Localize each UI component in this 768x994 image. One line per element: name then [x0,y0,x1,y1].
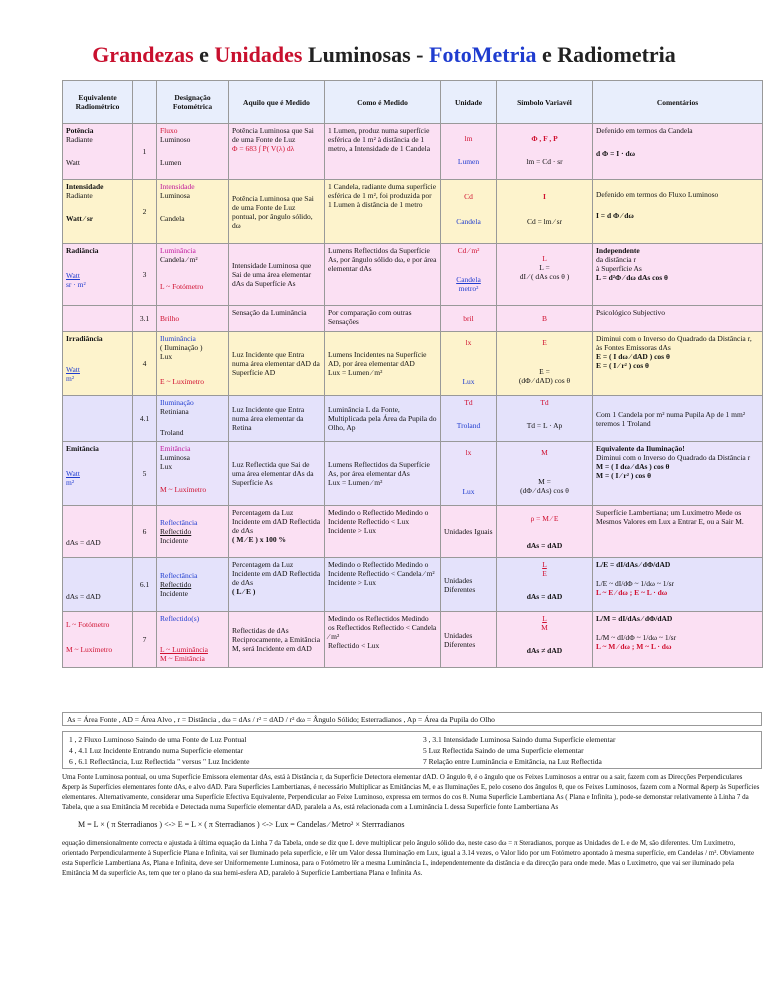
cell-text: M = ( I dω ∕ dAs ) cos θ [596,462,670,471]
row-number: 6 [133,506,157,558]
cell-text: M [541,448,548,457]
cell [593,124,763,180]
cell [157,442,229,506]
cell [229,506,325,558]
cell-text: Radiância [66,246,99,255]
cell-text: Candela [160,214,185,223]
cell-text: I = d Φ ∕ dω [596,211,634,220]
cell: 1 Candela, radiante duma superfície esférica de 1 m², foi produzida por 1 Lumen à distância de 1 metro [325,180,441,244]
cell [441,180,497,244]
table-row [63,612,763,668]
row-number: 4 [133,332,157,396]
cell-text: Potência [66,126,94,135]
cell-text: à Superfície As [596,264,642,273]
cell-text: L [542,254,547,263]
cell-text: dAs = dAD [526,541,563,550]
cell: Luz Incidente que Entra numa área elementar dAD da Superfície AD [229,332,325,396]
cell-text: ρ = M ∕ E [530,514,559,523]
cell [157,396,229,442]
cell [63,332,133,396]
table-row [63,396,763,442]
cell: Luminância L da Fonte, Multiplicada pela Área da Pupila do Olho, Ap [325,396,441,442]
cell-text: Watt [66,365,80,374]
cell-text: Reflectido < Lux [328,641,380,650]
notes-left [69,734,249,767]
cell-text: L ~ E ∕ dω ; E ~ L · dω [596,588,668,597]
title-word: - [416,42,424,67]
table-row [63,124,763,180]
cell-text: Lumen [160,158,182,167]
cell-text: L/M = dI/dAs ∕ dΦ/dAD [596,614,673,623]
header-cell: Equivalente Radiométrico [63,81,133,124]
cell: Reflectidas de dAs Reciprocamente, a Emitância M, será Incidente em dAD [229,612,325,668]
cell [441,396,497,442]
cell-text: M = ( I ∕ r² ) cos θ [596,471,652,480]
row-number: 4.1 [133,396,157,442]
cell-text: lx [465,338,472,347]
cell [325,558,441,612]
cell [497,124,593,180]
table-row [63,332,763,396]
cell-text: Incidente [160,589,188,598]
cell [497,244,593,306]
cell-text: Retiniana [160,407,189,416]
row-number: 3 [133,244,157,306]
cell-text: L [542,560,547,569]
cell: Luz Reflectida que Sai de uma área elementar dAs da Superfície As [229,442,325,506]
cell-text: dI ∕ ( dAs cos θ ) [519,272,570,281]
cell-text: Intensidade [160,182,195,191]
cell-text: L/E ~ dI/dΦ ~ 1/dω ~ 1/sr [596,579,675,588]
note-line: 5 Luz Reflectida Saindo de uma Superfície elementar [423,746,584,755]
header-cell: Como é Medido [325,81,441,124]
cell [63,612,133,668]
cell-text: Potência Luminosa que Sai de uma Fonte de Luz [232,126,314,144]
cell-text: M ~ Luxímetro [160,485,207,494]
cell-text: m² [66,374,75,383]
table-row [63,442,763,506]
cell [157,612,229,668]
cell-text: Watt [66,469,80,478]
cell-text: L ~ Fotómetro [66,620,110,629]
legend-line: As = Área Fonte , AD = Área Alvo , r = Distância , dω = dAs / r² = dAD / r² dω = Ângulo Sólido; Esterradianos , Ap = Área da Pupila do Olho [62,712,762,726]
cell [157,506,229,558]
cell-text: dAs = dAD [66,538,101,547]
cell-text: (dΦ ∕ dAs) cos θ [520,486,569,495]
cell: Lumens Reflectidos da Superfície As, por ângulo sólido dω, e por área elementar dAs [325,244,441,306]
cell-text: Candela [456,275,481,284]
cell-text: Lux [462,377,475,386]
cell-text: Td = L · Ap [526,421,563,430]
cell: Superfície Lambertiana; um Luxímetro Mede os Mesmos Valores em Lux a Entrar E, ou a Sair M. [593,506,763,558]
cell-text: Φ , F , P [531,134,558,143]
page-title [0,42,768,68]
cell-text: L ~ M ∕ dω ; M ~ L · dω [596,642,672,651]
header-cell: Designação Fotométrica [157,81,229,124]
cell [593,612,763,668]
cell-text: L/E = dI/dAs ∕ dΦ/dAD [596,560,671,569]
cell-text: Radiante [66,191,93,200]
row-number: 7 [133,612,157,668]
cell-text: L = [539,263,550,272]
row-number: 5 [133,442,157,506]
cell: 1 Lumen, produz numa superfície esférica de 1 m² à distância de 1 metro, a Intensidade de 1 Candela [325,124,441,180]
cell-text: Defenido em termos do Fluxo Luminoso [596,190,719,199]
cell-text: lx [465,448,472,457]
cell [593,180,763,244]
cell: Luz Incidente que Entra numa área elementar da Retina [229,396,325,442]
cell [157,124,229,180]
table-row [63,506,763,558]
cell-text: E [542,569,547,578]
cell-text: Lux [462,487,475,496]
cell [157,244,229,306]
cell: Com 1 Candela por m² numa Pupila Ap de 1 mm² teremos 1 Troland [593,396,763,442]
cell-text: Cd ∕ m² [457,246,480,255]
cell: B [497,306,593,332]
cell [593,442,763,506]
cell-text: Fluxo [160,126,178,135]
cell [63,506,133,558]
note-line: 7 Relação entre Luminância e Emitância, na Luz Reflectida [423,757,602,766]
row-number: 2 [133,180,157,244]
cell-text: Emitância [160,444,191,453]
title-word: e [542,42,552,67]
cell [157,180,229,244]
cell-text: Incidente [160,536,188,545]
cell-text: E [542,338,547,347]
cell-text: Lumens Reflectidos da Superfície As, por área elementar dAs [328,460,430,478]
cell-text: Candela ∕ m² [160,255,198,264]
cell-text: L = d²Φ ∕ dω dAs cos θ [596,273,668,282]
cell [63,442,133,506]
cell-text: L ~ Luminância [160,645,208,654]
title-word: FotoMetria [429,42,537,67]
cell-text: (dΦ ∕ dAD) cos θ [518,376,571,385]
cell-text: Reflectido [160,527,192,536]
title-word: Radiometria [557,42,676,67]
cell-text: Independente [596,246,640,255]
cell-text: Percentagem da Luz Incidente em dAD Reflectida de dAs [232,560,321,587]
note-line: 4 , 4.1 Luz Incidente Entrando numa Superfície elementar [69,746,244,755]
cell-text: m² [66,478,75,487]
cell-text: Watt [66,158,80,167]
cell-text: Medindo os Reflectidos Medindo os Reflectidos Reflectido < Candela ∕ m² [328,614,437,641]
cell [157,332,229,396]
cell-text: Medindo o Reflectido Medindo o Incidente Reflectido < Candela ∕ m² [328,560,435,578]
cell-text: Reflectido [160,580,192,589]
cell-text: Lumen [457,157,480,166]
cell [497,332,593,396]
note-line: 6 , 6.1 Reflectância, Luz Reflectida " versus " Luz Incidente [69,757,250,766]
notes-right [423,734,615,767]
cell-text: metro² [458,284,479,293]
cell-text: ( L ∕ E ) [232,587,256,596]
cell-text: dAs ≠ dAD [526,646,563,655]
cell [497,180,593,244]
cell [593,244,763,306]
cell-text: Luminosa [160,191,190,200]
formula-line: M = L × ( π Sterradianos ) <-> E = L × ( π Sterradianos ) <-> Lux = Candelas ∕ Metro² × Sterrradianos [78,820,405,829]
cell-text: Irradiância [66,334,103,343]
cell-text: Incidente > Lux [328,578,376,587]
row-number: 3.1 [133,306,157,332]
title-word: Grandezas [92,42,194,67]
cell: Medindo o Reflectido Medindo o Incidente Reflectido < Lux Incidente > Lux [325,506,441,558]
cell-text: Cd = lm ∕ sr [526,217,563,226]
cell-text: Troland [456,421,481,430]
cell [157,558,229,612]
cell: Unidades Diferentes [441,558,497,612]
cell-text: Td [464,398,473,407]
cell: Sensação da Luminância [229,306,325,332]
cell-text: E = ( I dω ∕ dAD ) cos θ [596,352,670,361]
cell: bril [441,306,497,332]
cell-text: Emitância [66,444,99,453]
cell [325,612,441,668]
row-number: 6.1 [133,558,157,612]
cell-text: Candela [456,217,481,226]
row-number: 1 [133,124,157,180]
cell [63,306,133,332]
cell-text: Reflectância [160,571,198,580]
cell [497,442,593,506]
cell-text: Watt ∕ sr [66,214,94,223]
header-cell: Comentários [593,81,763,124]
cell: Unidades Diferentes [441,612,497,668]
cell-text: sr · m² [66,280,86,289]
cell-text: L [542,614,547,623]
table-row [63,180,763,244]
cell [63,396,133,442]
table-row [63,306,763,332]
cell-text: I [543,192,546,201]
cell-text: Defenido em termos da Candela [596,126,693,135]
cell [441,442,497,506]
title-word: Unidades [214,42,303,67]
cell [497,396,593,442]
cell [441,332,497,396]
cell [63,180,133,244]
cell-text: E = ( I ∕ r² ) cos θ [596,361,649,370]
cell: Por comparação com outras Sensações [325,306,441,332]
cell-text: E = [539,367,550,376]
cell-text: ( Iluminação ) [160,343,203,352]
header-cell: Unidade [441,81,497,124]
table-row [63,558,763,612]
header-cell [133,81,157,124]
cell-text: lm [464,134,473,143]
cell [325,332,441,396]
header-cell: Símbolo Variavél [497,81,593,124]
cell-text: Radiante [66,135,93,144]
cell-text: Iluminação [160,398,194,407]
cell [497,506,593,558]
header-row [63,81,763,124]
title-word: e [199,42,209,67]
cell: Unidades Iguais [441,506,497,558]
cell [63,244,133,306]
cell [593,332,763,396]
title-word: Luminosas [307,42,411,67]
cell-text: Percentagem da Luz Incidente em dAD Reflectida de dAs [232,508,321,535]
header-cell: Aquilo que é Medido [229,81,325,124]
cell-text: Lux [160,352,173,361]
cell [497,612,593,668]
cell: Brilho [157,306,229,332]
cell-text: Reflectido(s) [160,614,200,623]
cell [593,558,763,612]
paragraph-2: equação dimensionalmente correcta e ajustada à última equação da Linha 7 da Tabela, onde se diz que L deve multiplicar pelo ângulo sólido dω, neste caso dω = π Steradianos, porque as Unidades de L e de M, são diferentes. Um Luxímetro, orientado Perpendicularmente à Superfície Plana e Infinita, vai ser Iluminado pela superfície, e lêr um Valor dessa Iluminação em Lux, igual a 3.14 vezes, o Valor lido por um Fotómetro apontado à mesma superfície, em Candelas / m². Obviamente esta Superfície Lambertiana As, Plana e Infinita, deve ser Uniformemente Luminosa, para o Fotómetro lêr a mesma Luminância L, independentemente da distância e da direcção para onde mede. Mas o Luxímetro, que vai ser iluminado pela Emitância M da superfície As, tem que ter o plano da sua hemi-esfera AD, paralelo à Superfície Lambertiana Plana e Infinita As. [62,839,755,877]
cell: Potência Luminosa que Sai de uma Fonte de Luz pontual, por ângulo sólido, dω [229,180,325,244]
cell-text: Φ = 683 ∫ P( V(λ) dλ [232,144,295,153]
note-line: 3 , 3.1 Intensidade Luminosa Saindo duma Superfície elementar [423,735,616,744]
cell-text: dAs = dAD [66,592,101,601]
cell-text: Iluminância [160,334,196,343]
cell-text: Diminui com o Inverso do Quadrado da Distância r [596,453,751,462]
cell-text: dAs = dAD [526,592,563,601]
cell-text: Intensidade [66,182,104,191]
cell-text: L ~ Fotómetro [160,282,204,291]
photometry-table [62,80,763,668]
cell-text: ( M ∕ E ) x 100 % [232,535,286,544]
cell-text: Td [540,398,549,407]
cell-text: Lumens Incidentes na Superfície AD, por área elementar dAD [328,350,427,368]
cell-text: M ~ Luxímetro [66,645,113,654]
cell-text: Luminosa [160,453,190,462]
cell-text: M ~ Emitância [160,654,205,663]
cell: Psicológico Subjectivo [593,306,763,332]
cell [63,558,133,612]
cell-text: Equivalente da Iluminação! [596,444,685,453]
cell-text: Lux = Lumen ∕ m² [328,368,383,377]
cell [325,442,441,506]
cell [441,124,497,180]
note-line: 1 , 2 Fluxo Luminoso Saindo de uma Fonte de Luz Pontual [69,735,247,744]
cell-text: E ~ Luxímetro [160,377,205,386]
cell-text: Watt [66,271,80,280]
cell: Intensidade Luminosa que Sai de uma área elementar dAs da Superfície As [229,244,325,306]
cell-text: lm = Cd · sr [526,157,563,166]
cell [63,124,133,180]
cell-text: M [541,623,548,632]
cell [497,558,593,612]
cell-text: Luminoso [160,135,191,144]
cell [229,558,325,612]
cell-text: Cd [464,192,473,201]
cell-text: da distância r [596,255,636,264]
cell-text: Diminui com o Inverso do Quadrado da Distância r, às Fontes Emissoras dAs [596,334,752,352]
cell-text: Luminância [160,246,196,255]
cell-text: Lux [160,462,173,471]
cell-text: Lux = Lumen ∕ m² [328,478,383,487]
cell-text: Troland [160,428,184,437]
cell-text: d Φ = I · dω [596,149,636,158]
cell-text: L/M ~ dI/dΦ ~ 1/dω ~ 1/sr [596,633,677,642]
cell-text: M = [538,477,551,486]
table-row [63,244,763,306]
paragraph-1: Uma Fonte Luminosa pontual, ou uma Superfície Emissora elementar dAs, está à Distância r, da Superfície Detectora elementar dAD. O ângulo θ, é o ângulo que os Feixes Luminosos a entrar ou a sair, fazem com as Direcções Perpendiculares &perp às Superfícies elementares fonte dAs, e alvo dAD. Para Superfícies Lambertianas, é necessário Multiplicar as Emitâncias M, e as Iluminações E, pelo coseno dos ângulos θ, que os Feixes Luminosos, fazem com a Normal &perp às Superfícies elementares. Alternativamente, considerar uma Superfície Efectiva Equivalente, Perpendicular ao Feixe Luminoso, expressa em termos do cos θ. Numa Superfície Lambertiana As ( Plana e Infinita ), pode-se demonstar relativamente à Linha 7 da Tabela, que a sua Emitância M recebida e Detectada numa Superfície elementar dAD, paralela a As, está relacionada com a Luminância L dessa Superfície fonte Lambertiana As [62,773,760,811]
cell [441,244,497,306]
notes-box [62,731,762,769]
cell-text: Reflectância [160,518,198,527]
cell [229,124,325,180]
